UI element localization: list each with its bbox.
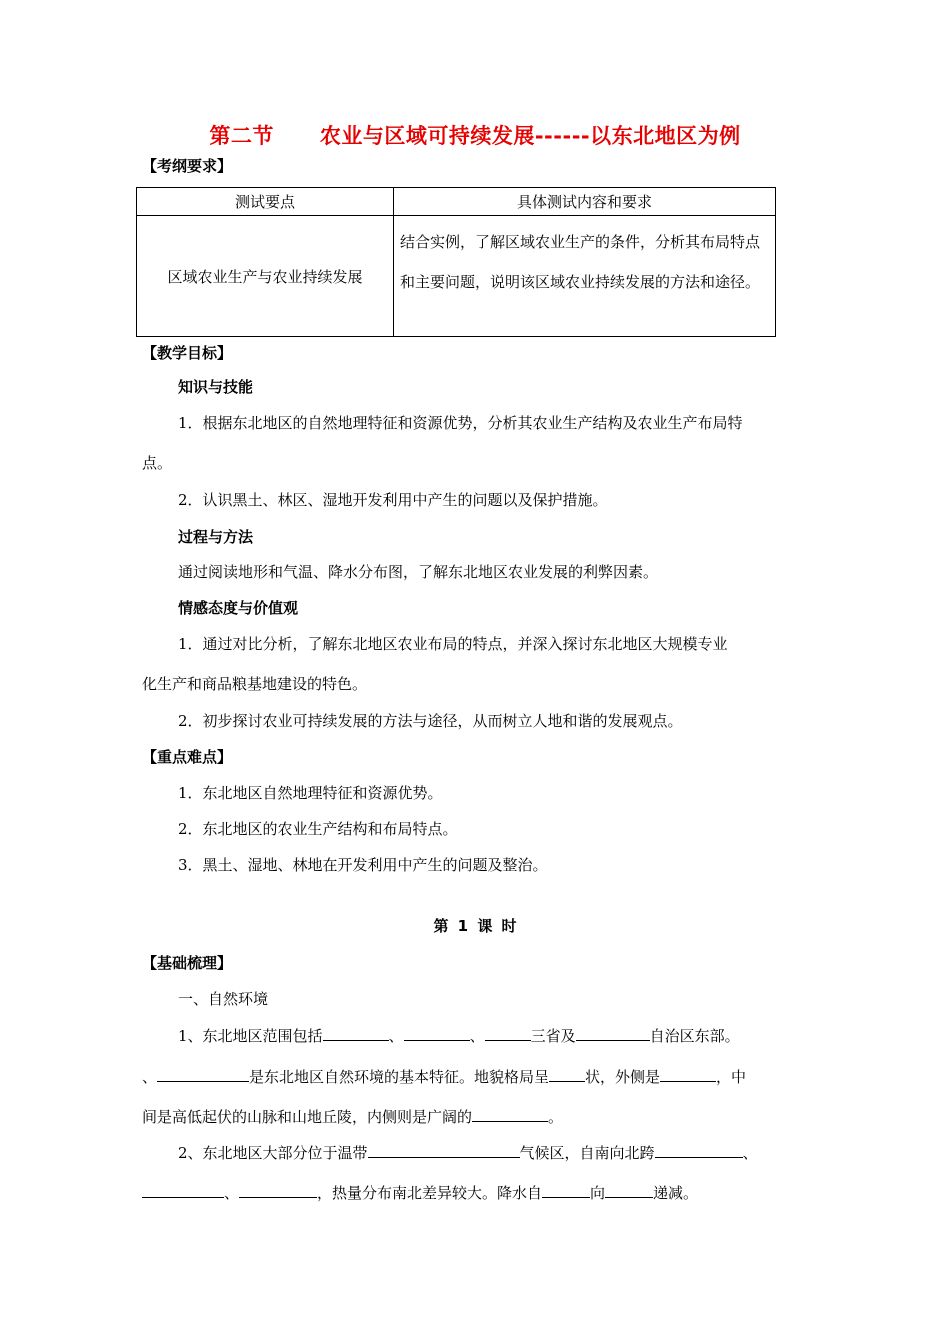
fill-text: 状，外侧是 bbox=[585, 1068, 661, 1086]
section-key-points: 【重点难点】 bbox=[142, 748, 233, 766]
title-topic: 农业与区域可持续发展------以东北地区为例 bbox=[319, 124, 741, 148]
goal-emotion-title: 情感态度与价值观 bbox=[178, 599, 299, 617]
lesson-heading: 第 1 课 时 bbox=[433, 917, 517, 935]
page-title bbox=[0, 120, 950, 150]
fill-text: 、 bbox=[742, 1144, 758, 1162]
fill-blank[interactable] bbox=[142, 1182, 224, 1198]
fill-blank[interactable] bbox=[576, 1025, 650, 1041]
fill-text: 是东北地区自然环境的基本特征。地貌格局呈 bbox=[249, 1068, 550, 1086]
fill-text: 气候区，自南向北跨 bbox=[519, 1144, 655, 1162]
key-point-item: 1．东北地区自然地理特征和资源优势。 bbox=[178, 784, 443, 802]
fill-text: 三省及 bbox=[530, 1027, 576, 1045]
fill-blank[interactable] bbox=[660, 1066, 716, 1082]
title-section-number: 第二节 bbox=[209, 124, 274, 148]
fill-line-4 bbox=[178, 1142, 758, 1163]
fill-blank[interactable] bbox=[368, 1142, 520, 1158]
fill-text: 2、东北地区大部分位于温带 bbox=[178, 1144, 368, 1162]
key-point-item: 2．东北地区的农业生产结构和布局特点。 bbox=[178, 820, 458, 838]
fill-text: ，热量分布南北差异较大。降水自 bbox=[317, 1184, 543, 1202]
fill-line-2 bbox=[142, 1066, 746, 1087]
goal-knowledge-title: 知识与技能 bbox=[178, 378, 254, 396]
fill-text: 间是高低起伏的山脉和山地丘陵，内侧则是广阔的 bbox=[142, 1108, 473, 1126]
goal-knowledge-1-line2: 点。 bbox=[142, 454, 173, 472]
fill-line-1 bbox=[178, 1025, 740, 1046]
fill-blank[interactable] bbox=[472, 1106, 548, 1122]
fill-blank[interactable] bbox=[323, 1025, 389, 1041]
fill-text: 。 bbox=[548, 1108, 564, 1126]
fill-text: ，中 bbox=[716, 1068, 747, 1086]
section-exam-requirements: 【考纲要求】 bbox=[142, 157, 233, 175]
fill-blank[interactable] bbox=[157, 1066, 249, 1082]
fill-text: 、 bbox=[469, 1027, 485, 1045]
requirements-table bbox=[136, 187, 776, 337]
key-point-item: 3．黑土、湿地、林地在开发利用中产生的问题及整治。 bbox=[178, 856, 548, 874]
goal-emotion-1-line1: 1．通过对比分析，了解东北地区农业布局的特点，并深入探讨东北地区大规模专业 bbox=[178, 635, 728, 653]
fill-blank[interactable] bbox=[542, 1182, 590, 1198]
table-row bbox=[137, 216, 776, 337]
fill-blank[interactable] bbox=[605, 1182, 653, 1198]
table-header-cell: 具体测试内容和要求 bbox=[394, 188, 776, 216]
goal-knowledge-1-line1: 1．根据东北地区的自然地理特征和资源优势，分析其农业生产结构及农业生产布局特 bbox=[178, 414, 743, 432]
goal-process-1: 通过阅读地形和气温、降水分布图，了解东北地区农业发展的利弊因素。 bbox=[178, 563, 659, 581]
fill-text: 1、东北地区范围包括 bbox=[178, 1027, 323, 1045]
fill-line-3 bbox=[142, 1106, 563, 1127]
fill-blank[interactable] bbox=[655, 1142, 743, 1158]
fill-blank[interactable] bbox=[485, 1025, 531, 1041]
table-header-cell: 测试要点 bbox=[137, 188, 394, 216]
fill-text: 向 bbox=[590, 1184, 606, 1202]
table-cell-content: 结合实例，了解区域农业生产的条件，分析其布局特点和主要问题，说明该区域农业持续发展的方法和途径。 bbox=[394, 216, 776, 337]
fill-text: 、 bbox=[142, 1068, 158, 1086]
table-header-row bbox=[137, 188, 776, 216]
fill-text: 、 bbox=[224, 1184, 240, 1202]
fill-text: 自治区东部。 bbox=[649, 1027, 740, 1045]
fill-blank[interactable] bbox=[549, 1066, 585, 1082]
goal-emotion-1-line2: 化生产和商品粮基地建设的特色。 bbox=[142, 675, 368, 693]
fill-text: 递减。 bbox=[653, 1184, 699, 1202]
goal-process-title: 过程与方法 bbox=[178, 528, 254, 546]
fill-blank[interactable] bbox=[404, 1025, 470, 1041]
goal-knowledge-2: 2．认识黑土、林区、湿地开发利用中产生的问题以及保护措施。 bbox=[178, 491, 608, 509]
goal-emotion-2: 2．初步探讨农业可持续发展的方法与途径，从而树立人地和谐的发展观点。 bbox=[178, 712, 683, 730]
section-basics: 【基础梳理】 bbox=[142, 954, 233, 972]
section-teaching-goals: 【教学目标】 bbox=[142, 344, 233, 362]
basics-heading: 一、自然环境 bbox=[178, 990, 269, 1008]
fill-blank[interactable] bbox=[239, 1182, 317, 1198]
table-cell-point: 区域农业生产与农业持续发展 bbox=[137, 216, 394, 337]
fill-line-5 bbox=[142, 1182, 698, 1203]
fill-text: 、 bbox=[388, 1027, 404, 1045]
